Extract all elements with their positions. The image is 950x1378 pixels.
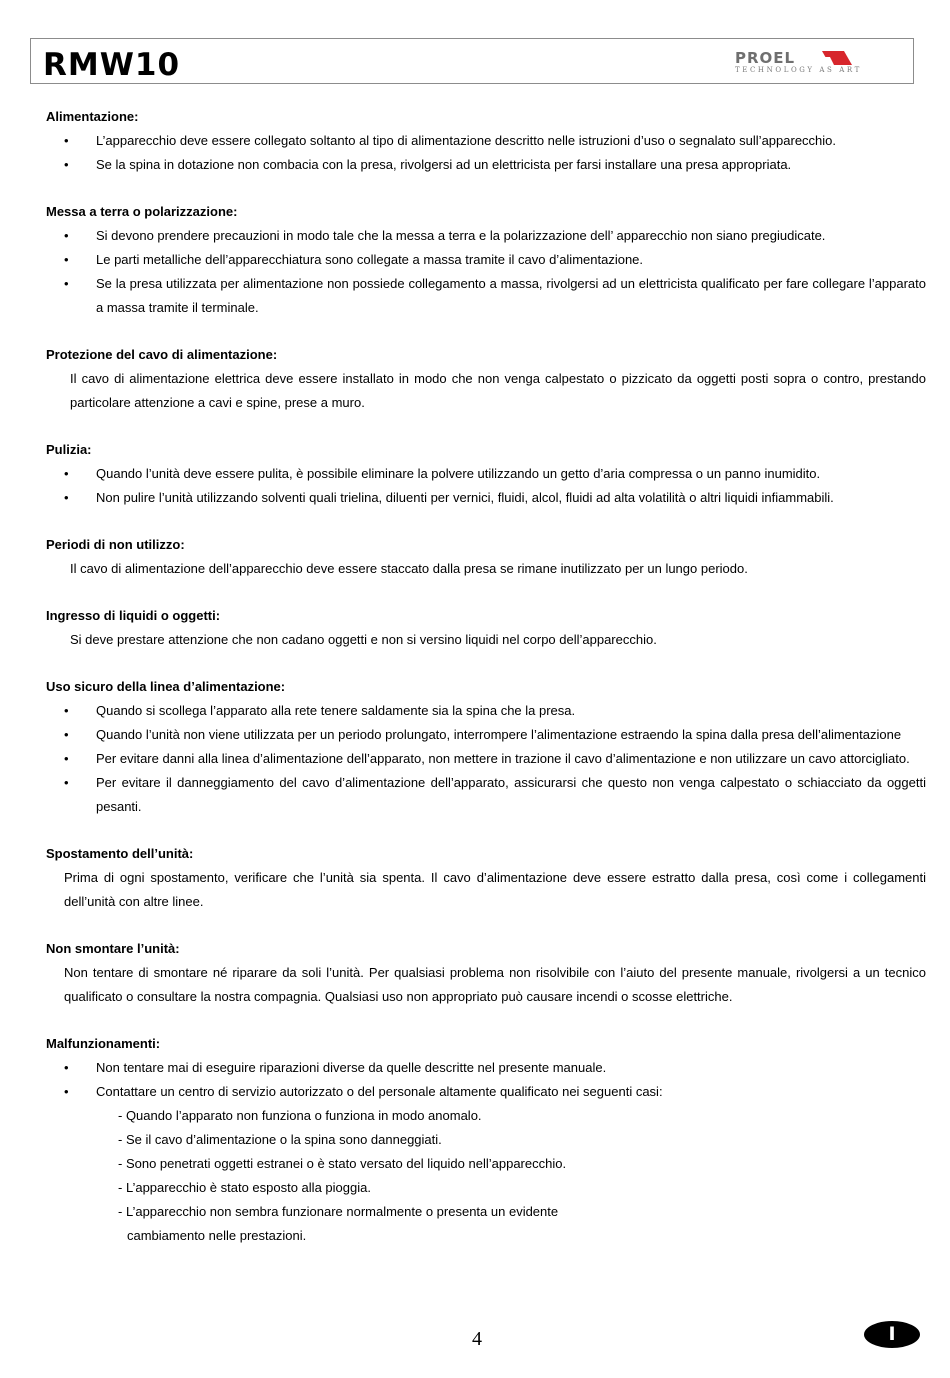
- list-item: • Quando l’unità non viene utilizzata per un periodo prolungato, interrompere l’alimentazione estraendo la spina dalla presa dell’alimentazione: [46, 723, 926, 747]
- section-paragraph: Il cavo di alimentazione dell’apparecchio deve essere staccato dalla presa se rimane inutilizzato per un lungo periodo.: [70, 561, 748, 576]
- section-messa-a-terra: [46, 200, 926, 320]
- page-header: [30, 38, 914, 84]
- list-item: • Quando si scollega l’apparato alla rete tenere saldamente sia la spina che la presa.: [46, 699, 926, 723]
- section-heading: Non smontare l’unità:: [46, 941, 180, 956]
- sub-list-item: - L’apparecchio è stato esposto alla pioggia.: [118, 1180, 371, 1195]
- bullet-list: [46, 462, 926, 510]
- section-alimentazione: [46, 105, 926, 177]
- language-badge: I: [864, 1321, 920, 1348]
- section-non-smontare: [46, 937, 926, 1009]
- section-protezione-cavo: [46, 343, 926, 415]
- section-uso-sicuro: [46, 675, 926, 819]
- list-item: • Se la spina in dotazione non combacia con la presa, rivolgersi ad un elettricista per farsi installare una presa appropriata.: [46, 153, 926, 177]
- list-item: • Non pulire l’unità utilizzando solventi quali trielina, diluenti per vernici, fluidi, alcol, fluidi ad alta volatilità o altri liquidi infiammabili.: [46, 486, 926, 510]
- section-liquidi: [46, 604, 926, 652]
- section-heading: Periodi di non utilizzo:: [46, 537, 185, 552]
- section-heading: Pulizia:: [46, 442, 92, 457]
- section-spostamento: [46, 842, 926, 914]
- section-paragraph: Il cavo di alimentazione elettrica deve essere installato in modo che non venga calpestato o pizzicato da oggetti posti sopra o contro, prestando particolare attenzione a cavi e spine, prese a muro.: [70, 371, 926, 410]
- bullet-list: [46, 1056, 926, 1104]
- logo-tagline: TECHNOLOGY AS ART: [735, 66, 862, 74]
- sub-list: [46, 1104, 926, 1248]
- section-paragraph: Prima di ogni spostamento, verificare che l’unità sia spenta. Il cavo d’alimentazione deve essere estratto dalla presa, così come i collegamenti dell’unità con altre linee.: [64, 870, 926, 909]
- sub-list-item: - Sono penetrati oggetti estranei o è stato versato del liquido nell’apparecchio.: [118, 1156, 567, 1171]
- document-body: [46, 105, 926, 1271]
- list-item: • Quando l’unità deve essere pulita, è possibile eliminare la polvere utilizzando un getto d’aria compressa o un panno inumidito.: [46, 462, 926, 486]
- section-heading: Uso sicuro della linea d’alimentazione:: [46, 679, 286, 694]
- section-heading: Spostamento dell’unità:: [46, 846, 194, 861]
- page-number: 4: [472, 1328, 482, 1350]
- sub-list-item: - Se il cavo d’alimentazione o la spina sono danneggiati.: [118, 1132, 442, 1147]
- proel-logo: [735, 49, 862, 77]
- section-malfunzionamenti: [46, 1032, 926, 1248]
- bullet-list: [46, 129, 926, 177]
- section-paragraph: Si deve prestare attenzione che non cadano oggetti e non si versino liquidi nel corpo dell’apparecchio.: [70, 632, 657, 647]
- section-heading: Messa a terra o polarizzazione:: [46, 204, 238, 219]
- logo-accent-icon: [822, 51, 852, 65]
- logo-wordmark: PROEL: [735, 49, 796, 67]
- sub-list-item: - Quando l’apparato non funziona o funziona in modo anomalo.: [118, 1108, 482, 1123]
- sub-list-item: - L’apparecchio non sembra funzionare normalmente o presenta un evidente cambiamento nelle prestazioni.: [118, 1204, 559, 1243]
- section-heading: Ingresso di liquidi o oggetti:: [46, 608, 221, 623]
- list-item: • Le parti metalliche dell’apparecchiatura sono collegate a massa tramite il cavo d’alimentazione.: [46, 248, 926, 272]
- list-item: • Per evitare danni alla linea d’alimentazione dell’apparato, non mettere in trazione il cavo d’alimentazione e non utilizzare un cavo attorcigliato.: [46, 747, 926, 771]
- section-paragraph: Non tentare di smontare né riparare da soli l’unità. Per qualsiasi problema non risolvibile con l’aiuto del presente manuale, rivolgersi a un tecnico qualificato o consultare la nostra compagnia. Qualsiasi uso non appropriato può causare incendi o scosse elettriche.: [64, 965, 926, 1004]
- list-item: • Non tentare mai di eseguire riparazioni diverse da quelle descritte nel presente manuale.: [46, 1056, 926, 1080]
- list-item: • L’apparecchio deve essere collegato soltanto al tipo di alimentazione descritto nelle istruzioni d’uso o segnalato sull’apparecchio.: [46, 129, 926, 153]
- section-non-utilizzo: [46, 533, 926, 581]
- bullet-list: [46, 224, 926, 320]
- list-item: • Contattare un centro di servizio autorizzato o del personale altamente qualificato nei seguenti casi:: [46, 1080, 926, 1104]
- section-heading: Malfunzionamenti:: [46, 1036, 161, 1051]
- section-pulizia: [46, 438, 926, 510]
- section-heading: Protezione del cavo di alimentazione:: [46, 347, 278, 362]
- model-title: RMW10: [43, 47, 181, 83]
- list-item: • Si devono prendere precauzioni in modo tale che la messa a terra e la polarizzazione dell’ apparecchio non siano pregiudicate.: [46, 224, 926, 248]
- bullet-list: [46, 699, 926, 819]
- list-item: • Per evitare il danneggiamento del cavo d’alimentazione dell’apparato, assicurarsi che questo non venga calpestato o schiacciato da oggetti pesanti.: [46, 771, 926, 819]
- list-item: • Se la presa utilizzata per alimentazione non possiede collegamento a massa, rivolgersi ad un elettricista qualificato per fare collegare l’apparato a massa tramite il terminale.: [46, 272, 926, 320]
- section-heading: Alimentazione:: [46, 109, 139, 124]
